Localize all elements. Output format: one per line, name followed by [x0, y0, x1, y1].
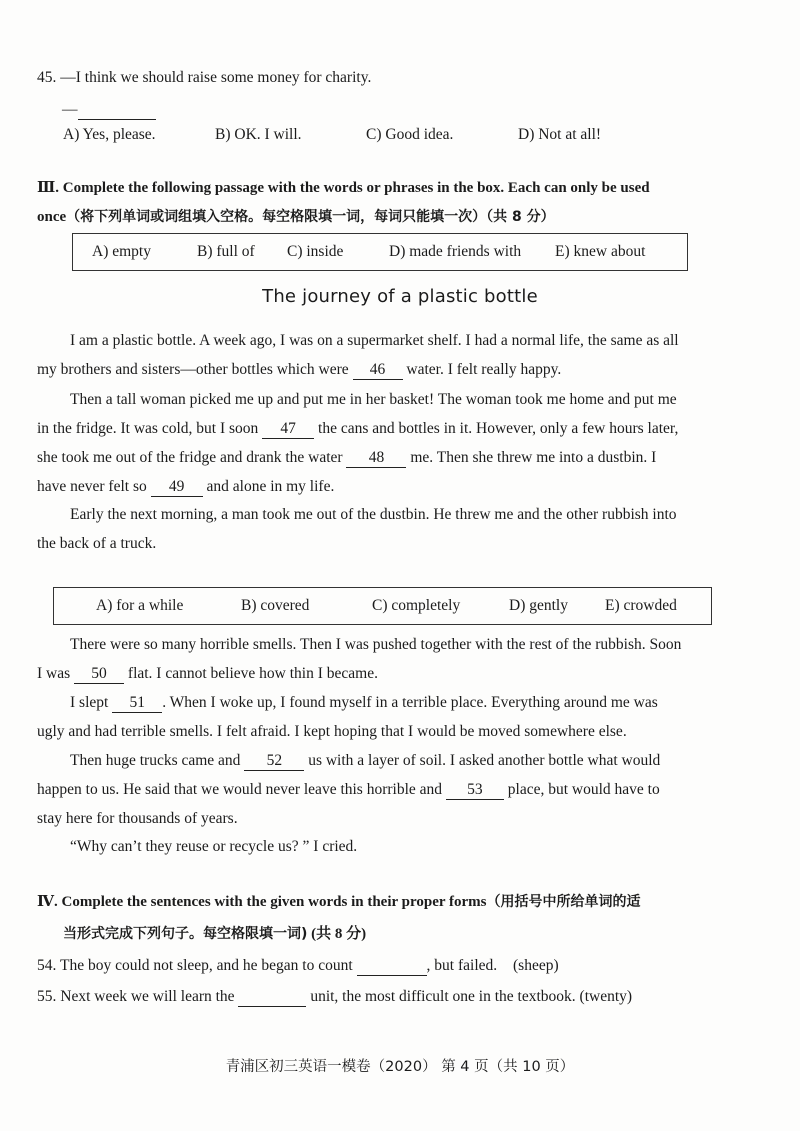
- p5-text-b: . When I woke up, I found myself in a terrible place. Everything around me was: [162, 694, 658, 711]
- p2-line3: [37, 447, 656, 469]
- p1-line2: [37, 359, 561, 381]
- p2-text-b: the cans and bottles in it. However, only a few hours later,: [318, 420, 679, 437]
- word-box-1: [72, 233, 688, 271]
- section4-heading-line1: [37, 891, 640, 913]
- q55: [37, 986, 632, 1008]
- p1-text-b: water. I felt really happy.: [406, 361, 562, 378]
- blank-47: 47: [262, 420, 314, 439]
- q55-blank: [238, 988, 306, 1007]
- box2-option-b: B) covered: [241, 597, 310, 614]
- section3-heading-cn: （将下列单词或词组填入空格。每空格限填一词，每词只能填一次）（共 8 分）: [66, 209, 555, 225]
- p4-text-a: I was: [37, 665, 71, 682]
- p6-line2: [37, 779, 660, 801]
- p2-text-f: and alone in my life.: [206, 478, 335, 495]
- section4-heading-line2: [63, 923, 366, 945]
- q54-blank: [357, 957, 427, 976]
- q54: [37, 955, 559, 977]
- q54-hint: (sheep): [513, 957, 559, 974]
- p4-text-b: flat. I cannot believe how thin I became.: [127, 665, 378, 682]
- box1-option-e: E) knew about: [555, 243, 646, 260]
- box2-option-c: C) completely: [372, 597, 461, 614]
- word-box-2: [53, 587, 712, 625]
- p2-line2: [37, 418, 678, 440]
- page-footer: [0, 1055, 800, 1076]
- p1-text-a: my brothers and sisters—other bottles which were: [37, 361, 349, 378]
- q55-text-b: unit, the most difficult one in the textbook.: [310, 988, 576, 1005]
- p6-text-d: place, but would have to: [507, 781, 660, 798]
- q54-text-a: 54. The boy could not sleep, and he began to count: [37, 957, 353, 974]
- p6-text-c: happen to us. He said that we would never leave this horrible and: [37, 781, 443, 798]
- section3-heading-line2: [37, 206, 555, 228]
- box1-option-d: D) made friends with: [389, 243, 522, 260]
- section4-heading-en: Ⅳ. Complete the sentences with the given words in their proper forms: [37, 894, 487, 910]
- blank-48: 48: [346, 449, 406, 468]
- p4-line2: [37, 663, 378, 685]
- box2-option-e: E) crowded: [605, 597, 677, 614]
- p2-line4: [37, 476, 334, 498]
- q45-blank: [78, 101, 156, 120]
- section4-heading-score: (共 8 分): [311, 926, 367, 942]
- q55-text-a: 55. Next week we will learn the: [37, 988, 235, 1005]
- p6-line1: [70, 750, 660, 772]
- p2-line1: Then a tall woman picked me up and put me in her basket! The woman took me home and put me: [70, 391, 677, 408]
- p7-line: “Why can’t they reuse or recycle us? ” I cried.: [70, 838, 358, 855]
- p2-text-d: me. Then she threw me into a dustbin. I: [410, 449, 657, 466]
- p3-line1: Early the next morning, a man took me out of the dustbin. He threw me and the other rubbish into: [70, 506, 677, 523]
- p2-text-a: in the fridge. It was cold, but I soon: [37, 420, 259, 437]
- q45-option-c: C) Good idea.: [366, 126, 454, 143]
- p5-line1: [70, 692, 658, 714]
- section3-heading-once: once: [37, 209, 67, 225]
- q45-reply-line: [62, 99, 156, 121]
- q45-option-d: D) Not at all!: [518, 126, 602, 143]
- blank-52: 52: [244, 752, 304, 771]
- passage-title: The journey of a plastic bottle: [262, 286, 538, 307]
- q54-text-b: , but failed.: [426, 957, 498, 974]
- box1-option-c: C) inside: [287, 243, 344, 260]
- box2-option-a: A) for a while: [96, 597, 184, 614]
- p6-text-b: us with a layer of soil. I asked another bottle what would: [308, 752, 661, 769]
- q45-prompt: 45. —I think we should raise some money for charity.: [37, 69, 372, 86]
- q45-reply-dash: —: [62, 101, 78, 118]
- box1-option-a: A) empty: [92, 243, 151, 260]
- box1-option-b: B) full of: [197, 243, 255, 260]
- section3-heading-line1: Ⅲ. Complete the following passage with the words or phrases in the box. Each can only be used: [37, 180, 650, 196]
- blank-51: 51: [112, 694, 162, 713]
- p6-line3: stay here for thousands of years.: [37, 810, 238, 827]
- blank-46: 46: [353, 361, 403, 380]
- p3-line2: the back of a truck.: [37, 535, 157, 552]
- q45-option-b: B) OK. I will.: [215, 126, 302, 143]
- p2-text-e: have never felt so: [37, 478, 147, 495]
- p5-line2: ugly and had terrible smells. I felt afraid. I kept hoping that I would be moved somewhere else.: [37, 723, 627, 740]
- q45-option-a: A) Yes, please.: [63, 126, 156, 143]
- p2-text-c: she took me out of the fridge and drank the water: [37, 449, 343, 466]
- box2-option-d: D) gently: [509, 597, 568, 614]
- footer-text: 青浦区初三英语一模卷（2020） 第 4 页（共 10 页）: [225, 1059, 575, 1075]
- q55-hint: (twenty): [579, 988, 633, 1005]
- p5-text-a: I slept: [70, 694, 109, 711]
- blank-49: 49: [151, 478, 203, 497]
- blank-50: 50: [74, 665, 124, 684]
- section4-heading-cn1: （用括号中所给单词的适: [486, 894, 641, 910]
- p4-line1: There were so many horrible smells. Then I was pushed together with the rest of the rubbish. Soon: [70, 636, 682, 653]
- p6-text-a: Then huge trucks came and: [70, 752, 241, 769]
- section4-heading-cn2: 当形式完成下列句子。每空格限填一词): [63, 926, 308, 942]
- p1-line1: I am a plastic bottle. A week ago, I was on a supermarket shelf. I had a normal life, the same as all: [70, 332, 679, 349]
- blank-53: 53: [446, 781, 504, 800]
